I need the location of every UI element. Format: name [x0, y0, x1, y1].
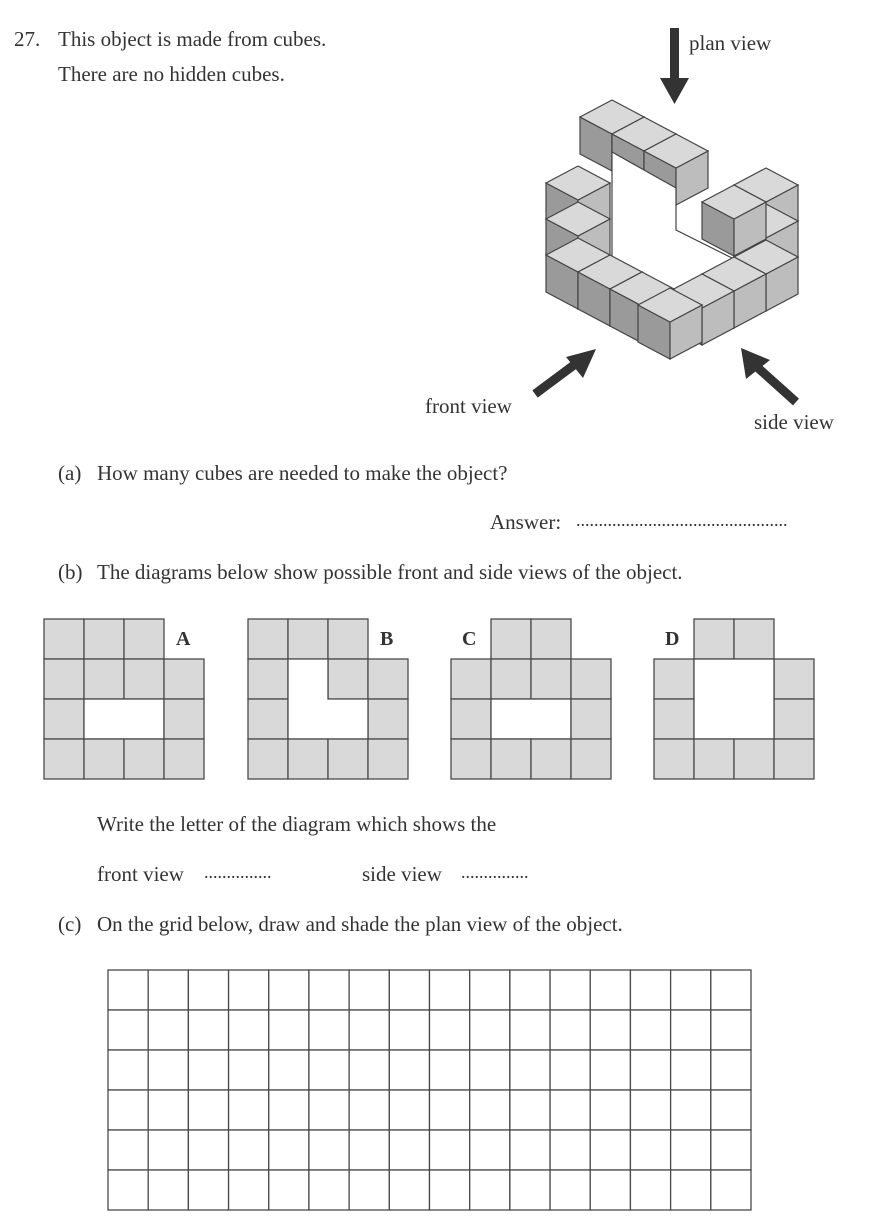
- grid-cell[interactable]: [470, 970, 510, 1010]
- grid-cell[interactable]: [349, 1050, 389, 1090]
- grid-cell[interactable]: [309, 1130, 349, 1170]
- part-c-text: On the grid below, draw and shade the plan view of the object.: [97, 912, 623, 936]
- grid-cell[interactable]: [430, 1090, 470, 1130]
- question-number: 27.: [14, 27, 41, 51]
- grid-cell[interactable]: [188, 1010, 228, 1050]
- grid-cell[interactable]: [630, 1090, 670, 1130]
- option-d-label: D: [665, 628, 680, 650]
- grid-cell[interactable]: [389, 1130, 429, 1170]
- grid-cell[interactable]: [188, 1130, 228, 1170]
- question-line-1: This object is made from cubes.: [58, 27, 327, 51]
- grid-cell[interactable]: [269, 1170, 309, 1210]
- part-b-text: The diagrams below show possible front and side views of the object.: [97, 560, 683, 584]
- grid-cell[interactable]: [269, 1050, 309, 1090]
- grid-cell[interactable]: [671, 970, 711, 1010]
- grid-cell[interactable]: [630, 1050, 670, 1090]
- grid-cell[interactable]: [269, 1090, 309, 1130]
- grid-cell[interactable]: [550, 1130, 590, 1170]
- grid-cell[interactable]: [389, 1010, 429, 1050]
- grid-cell[interactable]: [671, 1170, 711, 1210]
- grid-cell[interactable]: [349, 1170, 389, 1210]
- grid-cell[interactable]: [470, 1170, 510, 1210]
- grid-cell[interactable]: [470, 1090, 510, 1130]
- grid-cell[interactable]: [470, 1010, 510, 1050]
- grid-cell[interactable]: [108, 1170, 148, 1210]
- grid-cell[interactable]: [550, 1050, 590, 1090]
- grid-cell[interactable]: [309, 1090, 349, 1130]
- grid-cell[interactable]: [510, 1130, 550, 1170]
- grid-cell[interactable]: [148, 970, 188, 1010]
- front-view-answer-label: front view: [97, 862, 184, 886]
- part-a-text: How many cubes are needed to make the object?: [97, 461, 508, 485]
- grid-cell[interactable]: [188, 1050, 228, 1090]
- grid-cell[interactable]: [711, 1090, 751, 1130]
- grid-cell[interactable]: [188, 970, 228, 1010]
- grid-cell[interactable]: [389, 970, 429, 1010]
- grid-cell[interactable]: [590, 970, 630, 1010]
- grid-cell[interactable]: [349, 1090, 389, 1130]
- part-a-marker: (a): [58, 461, 82, 485]
- question-line-2: There are no hidden cubes.: [58, 62, 285, 86]
- grid-cell[interactable]: [590, 1090, 630, 1130]
- grid-cell[interactable]: [108, 970, 148, 1010]
- grid-cell[interactable]: [148, 1050, 188, 1090]
- answer-field[interactable]: ...............................................: [576, 510, 788, 530]
- grid-cell[interactable]: [430, 1010, 470, 1050]
- grid-cell[interactable]: [148, 1010, 188, 1050]
- grid-cell[interactable]: [550, 1010, 590, 1050]
- grid-cell[interactable]: [711, 1010, 751, 1050]
- grid-cell[interactable]: [470, 1130, 510, 1170]
- grid-cell[interactable]: [430, 1170, 470, 1210]
- grid-cell[interactable]: [510, 970, 550, 1010]
- grid-cell[interactable]: [630, 1130, 670, 1170]
- grid-cell[interactable]: [510, 1090, 550, 1130]
- grid-cell[interactable]: [550, 1170, 590, 1210]
- grid-cell[interactable]: [630, 970, 670, 1010]
- answer-label: Answer:: [490, 510, 562, 534]
- grid-cell[interactable]: [430, 970, 470, 1010]
- grid-cell[interactable]: [630, 1170, 670, 1210]
- grid-cell[interactable]: [590, 1170, 630, 1210]
- grid-cell[interactable]: [229, 1090, 269, 1130]
- grid-cell[interactable]: [711, 1050, 751, 1090]
- grid-cell[interactable]: [108, 1050, 148, 1090]
- grid-cell[interactable]: [510, 1170, 550, 1210]
- part-b-marker: (b): [58, 560, 83, 584]
- grid-cell[interactable]: [269, 1130, 309, 1170]
- grid-cell[interactable]: [269, 970, 309, 1010]
- grid-cell[interactable]: [229, 1170, 269, 1210]
- grid-cell[interactable]: [108, 1010, 148, 1050]
- grid-cell[interactable]: [309, 1170, 349, 1210]
- grid-cell[interactable]: [349, 970, 389, 1010]
- grid-cell[interactable]: [510, 1010, 550, 1050]
- side-view-answer-label: side view: [362, 862, 442, 886]
- side-view-answer-field[interactable]: ...............: [461, 862, 529, 882]
- grid-cell[interactable]: [550, 970, 590, 1010]
- grid-cell[interactable]: [590, 1050, 630, 1090]
- grid-cell[interactable]: [590, 1010, 630, 1050]
- grid-cell[interactable]: [349, 1010, 389, 1050]
- option-a-label: A: [176, 628, 191, 650]
- grid-cell[interactable]: [148, 1090, 188, 1130]
- grid-cell[interactable]: [671, 1090, 711, 1130]
- side-view-label: side view: [754, 410, 834, 434]
- grid-cell[interactable]: [430, 1130, 470, 1170]
- grid-cell[interactable]: [148, 1130, 188, 1170]
- grid-cell[interactable]: [430, 1050, 470, 1090]
- grid-cell[interactable]: [108, 1130, 148, 1170]
- grid-cell[interactable]: [309, 970, 349, 1010]
- grid-cell[interactable]: [711, 1170, 751, 1210]
- grid-cell[interactable]: [389, 1170, 429, 1210]
- grid-cell[interactable]: [671, 1010, 711, 1050]
- grid-cell[interactable]: [389, 1090, 429, 1130]
- grid-cell[interactable]: [229, 1050, 269, 1090]
- grid-cell[interactable]: [309, 1050, 349, 1090]
- grid-cell[interactable]: [510, 1050, 550, 1090]
- grid-cell[interactable]: [671, 1050, 711, 1090]
- grid-cell[interactable]: [148, 1170, 188, 1210]
- grid-cell[interactable]: [671, 1130, 711, 1170]
- part-c-marker: (c): [58, 912, 82, 936]
- grid-cell[interactable]: [470, 1050, 510, 1090]
- grid-cell[interactable]: [711, 970, 751, 1010]
- grid-cell[interactable]: [188, 1170, 228, 1210]
- front-view-label: front view: [425, 394, 512, 418]
- plan-view-label: plan view: [689, 31, 772, 55]
- grid-cell[interactable]: [108, 1090, 148, 1130]
- grid-cell[interactable]: [309, 1010, 349, 1050]
- grid-cell[interactable]: [229, 1010, 269, 1050]
- grid-cell[interactable]: [349, 1130, 389, 1170]
- grid-cell[interactable]: [188, 1090, 228, 1130]
- grid-cell[interactable]: [550, 1090, 590, 1130]
- option-c-label: C: [462, 628, 477, 650]
- grid-cell[interactable]: [590, 1130, 630, 1170]
- grid-cell[interactable]: [711, 1130, 751, 1170]
- grid-cell[interactable]: [229, 1130, 269, 1170]
- option-b-label: B: [380, 628, 394, 650]
- grid-cell[interactable]: [630, 1010, 670, 1050]
- front-view-answer-field[interactable]: ...............: [204, 862, 272, 882]
- grid-cell[interactable]: [389, 1050, 429, 1090]
- part-b-instruction: Write the letter of the diagram which shows the: [97, 812, 497, 836]
- grid-cell[interactable]: [269, 1010, 309, 1050]
- grid-cell[interactable]: [229, 970, 269, 1010]
